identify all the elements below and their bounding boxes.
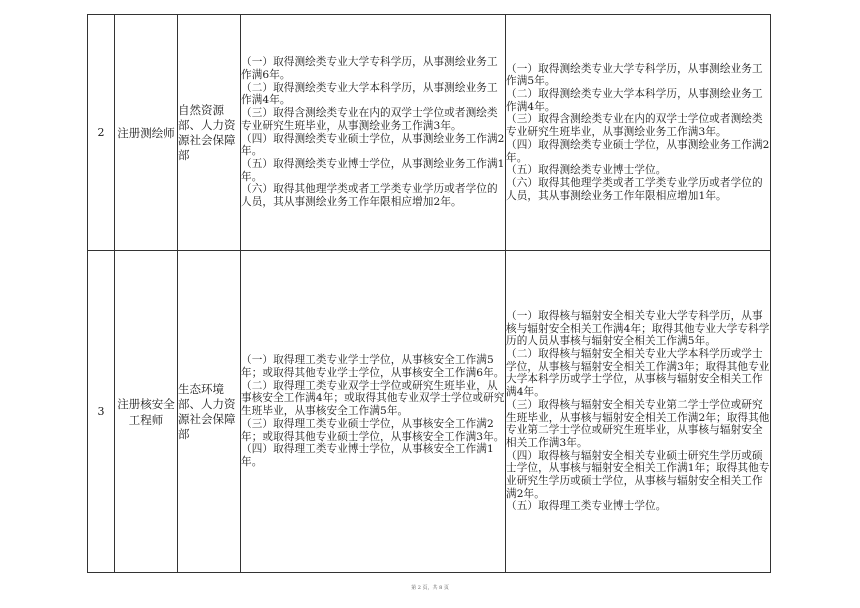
requirement-item: （二）取得测绘类专业大学本科学历，从事测绘业务工作满4年。	[506, 88, 763, 113]
requirement-item: （五）取得理工类专业博士学位。	[506, 500, 667, 513]
profession-name: 注册测绘师	[115, 15, 178, 251]
requirement-item: （三）取得含测绘类专业在内的双学士学位或者测绘类专业研究生班毕业，从事测绘业务工作满3年。	[241, 107, 498, 132]
table-row	[88, 15, 771, 251]
table-row	[88, 251, 771, 573]
requirement-item: （五）取得测绘类专业博士学位，从事测绘业务工作满1年。	[241, 157, 505, 183]
requirement-item: （四）取得测绘类专业硕士学位，从事测绘业务工作满2年。	[506, 138, 770, 164]
qualification-table	[87, 14, 771, 573]
requirement-item: （六）取得其他理学类或者工学类专业学历或者学位的人员，其从事测绘业务工作年限相应增加1年。	[506, 176, 763, 202]
revised-requirements	[506, 15, 771, 251]
department: 生态环境部、人力资源社会保障部	[178, 251, 241, 573]
requirement-item: （五）取得测绘类专业博士学位。	[506, 164, 667, 177]
requirement-item: （一）取得理工类专业学士学位，从事核安全工作满5年；或取得其他专业学士学位，从事核安全工作满6年。	[241, 354, 505, 380]
row-number: 3	[88, 251, 115, 573]
requirement-item: （三）取得理工类专业硕士学位，从事核安全工作满2年；或取得其他专业硕士学位，从事核安全工作满3年。	[241, 417, 505, 443]
requirement-item: （三）取得核与辐射安全相关专业第二学士学位或研究生班毕业，从事核与辐射安全相关工作满2年；取得其他专业第二学士学位或研究生班毕业，从事核与辐射安全相关工作满3年。	[506, 398, 770, 449]
requirement-item: （一）取得测绘类专业大学专科学历，从事测绘业务工作满6年。	[241, 56, 498, 81]
requirement-item: （四）取得核与辐射安全相关专业硕士研究生学历或硕士学位，从事核与辐射安全相关工作满1年；取得其他专业研究生学历或硕士学位，从事核与辐射安全相关工作满2年。	[506, 449, 770, 500]
original-requirements	[241, 15, 506, 251]
original-requirements	[241, 251, 506, 573]
row-number: 2	[88, 15, 115, 251]
requirement-item: （四）取得测绘类专业硕士学位，从事测绘业务工作满2年。	[241, 132, 505, 158]
department: 自然资源部、人力资源社会保障部	[178, 15, 241, 251]
profession-name: 注册核安全工程师	[115, 251, 178, 573]
requirement-item: （四）取得理工类专业博士学位，从事核安全工作满1年。	[241, 443, 494, 468]
requirement-item: （二）取得测绘类专业大学本科学历，从事测绘业务工作满4年。	[241, 81, 498, 107]
requirement-item: （一）取得核与辐射安全相关专业大学专科学历，从事核与辐射安全相关工作满4年；取得其他专业大学专科学历的人员从事核与辐射安全相关工作满5年。	[506, 309, 770, 348]
requirement-item: （二）取得核与辐射安全相关专业大学本科学历或学士学位，从事核与辐射安全相关工作满3年；取得其他专业大学本科学历或学士学位，从事核与辐射安全相关工作满4年。	[506, 347, 770, 399]
requirement-item: （一）取得测绘类专业大学专科学历，从事测绘业务工作满5年。	[506, 62, 763, 88]
requirement-item: （六）取得其他理学类或者工学类专业学历或者学位的人员，其从事测绘业务工作年限相应增加2年。	[241, 183, 498, 209]
requirement-item: （二）取得理工类专业双学士学位或研究生班毕业，从事核安全工作满4年；或取得其他专业双学士学位或研究生班毕业，从事核安全工作满5年。	[241, 379, 505, 418]
revised-requirements	[506, 251, 771, 573]
requirement-item: （三）取得含测绘类专业在内的双学士学位或者测绘类专业研究生班毕业，从事测绘业务工作满3年。	[506, 113, 763, 139]
page-footer: 第 2 页，共 8 页	[411, 585, 449, 591]
